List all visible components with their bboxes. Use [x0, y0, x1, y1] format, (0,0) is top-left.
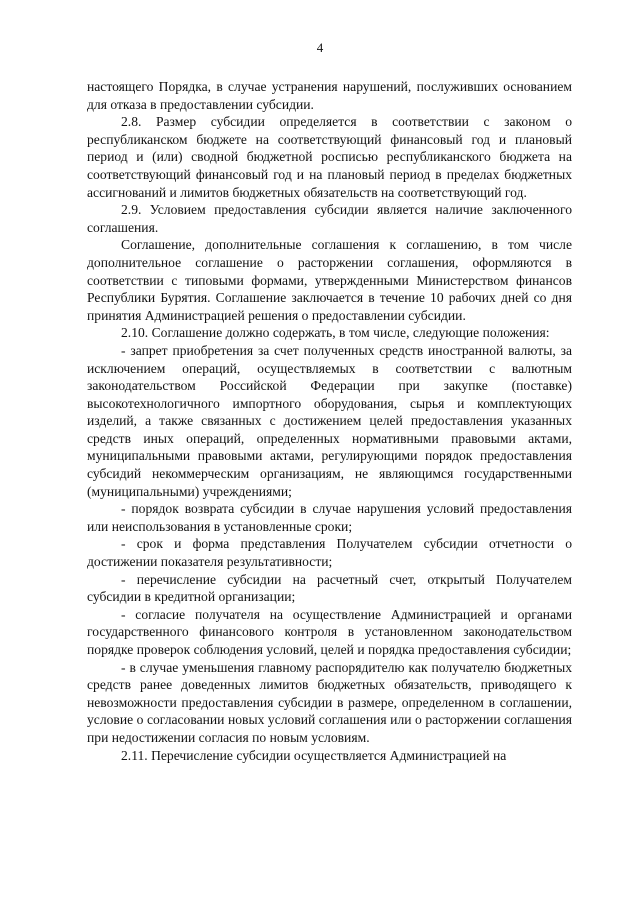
- paragraph: 2.10. Соглашение должно содержать, в том числе, следующие положения:: [121, 325, 550, 341]
- document-body: [87, 78, 572, 764]
- paragraph: - порядок возврата субсидии в случае нарушения условий предоставления или неиспользования в установленные сроки;: [87, 501, 572, 534]
- paragraph: 2.11. Перечисление субсидии осуществляется Администрацией на: [121, 747, 507, 763]
- paragraph: 2.8. Размер субсидии определяется в соответствии с законом о республиканском бюджете на соответствующий финансовый год и плановый период и (или) сводной бюджетной росписью республиканского бюджета на соответствующий финансовый год и на плановый период в пределах бюджетных ассигнований и лимитов бюджетных обязательств на соответствующий год.: [87, 114, 572, 200]
- paragraph: - запрет приобретения за счет полученных средств иностранной валюты, за исключением операций, осуществляемых в соответствии с валютным законодательством Российской Федерации при закупке (поставке) высокотехнологичного импортного оборудования, сырья и комплектующих изделий, а также связанных с достижением целей предоставления указанных средств иных операций, определенных нормативными правовыми актами, муниципальными правовыми актами, регулирующими порядок предоставления субсидий некоммерческим организациям, не являющимся государственными (муниципальными) учреждениями;: [87, 342, 572, 499]
- paragraph: - срок и форма представления Получателем субсидии отчетности о достижении показателя результативности;: [87, 536, 572, 570]
- paragraph: настоящего Порядка, в случае устранения нарушений, послуживших основанием для отказа в предоставлении субсидии.: [87, 79, 572, 112]
- paragraph: - согласие получателя на осуществление Администрацией и органами государственного финансового контроля в установленном законодательством порядке проверок соблюдения условий, целей и порядка предоставления субсидии;: [87, 606, 572, 657]
- paragraph: 2.9. Условием предоставления субсидии является наличие заключенного соглашения.: [87, 202, 572, 235]
- paragraph: - перечисление субсидии на расчетный счет, открытый Получателем субсидии в кредитной организации;: [87, 571, 572, 605]
- paragraph: - в случае уменьшения главному распорядителю как получателю бюджетных средств ранее доведенных лимитов бюджетных обязательств, приводящего к невозможности предоставления субсидии в размере, определенном в соглашении, условие о согласовании новых условий соглашения или о расторжении соглашения при недостижении согласия по новым условиям.: [87, 659, 572, 745]
- page-number: 4: [316, 40, 324, 55]
- paragraph: Соглашение, дополнительные соглашения к соглашению, в том числе дополнительное соглашение о расторжении соглашения, оформляются в соответствии с типовыми формами, утвержденными Министерством финансов Республики Бурятия. Соглашение заключается в течение 10 рабочих дней со дня принятия Администрацией решения о предоставлении субсидии.: [87, 237, 572, 323]
